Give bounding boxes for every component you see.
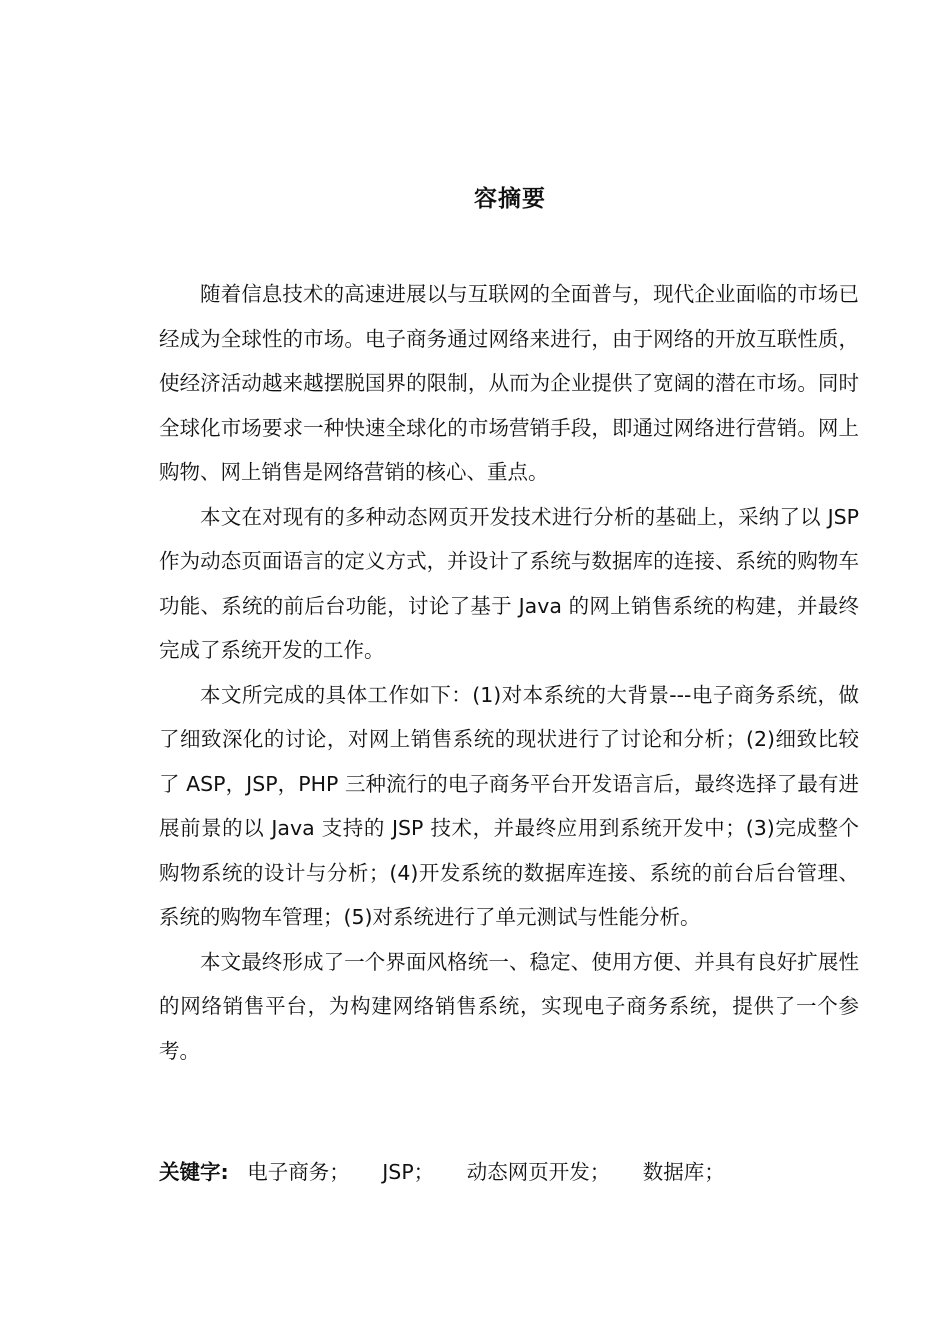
keyword-item: 电子商务； bbox=[247, 1160, 350, 1184]
keyword-item: 动态网页开发； bbox=[466, 1160, 611, 1184]
keywords-label: 关键字: bbox=[159, 1160, 229, 1184]
abstract-paragraph-4: 本文最终形成了一个界面风格统一、稳定、使用方便、并具有良好扩展性的网络销售平台，为构建网络销售系统，实现电子商务系统，提供了一个参考。 bbox=[159, 949, 859, 1063]
page-title: 容摘要 bbox=[474, 186, 546, 212]
keyword-item: 数据库； bbox=[642, 1160, 725, 1184]
abstract-paragraph-3: 本文所完成的具体工作如下：(1)对本系统的大背景---电子商务系统，做了细致深化的讨论，对网上销售系统的现状进行了讨论和分析；(2)细致比较了 ASP，JSP，PHP 三种流行的电子商务平台开发语言后，最终选择了最有进展前景的以 Java 支持的 JSP 技术，并最终应用到系统开发中；(3)完成整个购物系统的设计与分析；(4)开发系统的数据库连接、系统的前台后台管理、系统的购物车管理；(5)对系统进行了单元测试与性能分析。 bbox=[159, 682, 859, 929]
abstract-paragraph-1: 随着信息技术的高速进展以与互联网的全面普与，现代企业面临的市场已经成为全球性的市场。电子商务通过网络来进行，由于网络的开放互联性质，使经济活动越来越摆脱国界的限制，从而为企业提供了宽阔的潜在市场。同时全球化市场要求一种快速全球化的市场营销手段，即通过网络进行营销。网上购物、网上销售是网络营销的核心、重点。 bbox=[159, 282, 859, 484]
abstract-body bbox=[159, 272, 859, 1073]
abstract-paragraph-2: 本文在对现有的多种动态网页开发技术进行分析的基础上，采纳了以 JSP 作为动态页面语言的定义方式，并设计了系统与数据库的连接、系统的购物车功能、系统的前后台功能，讨论了基于 Java 的网上销售系统的构建，并最终完成了系统开发的工作。 bbox=[159, 504, 859, 662]
keyword-item: JSP； bbox=[382, 1160, 435, 1184]
keywords-line bbox=[159, 1150, 751, 1194]
